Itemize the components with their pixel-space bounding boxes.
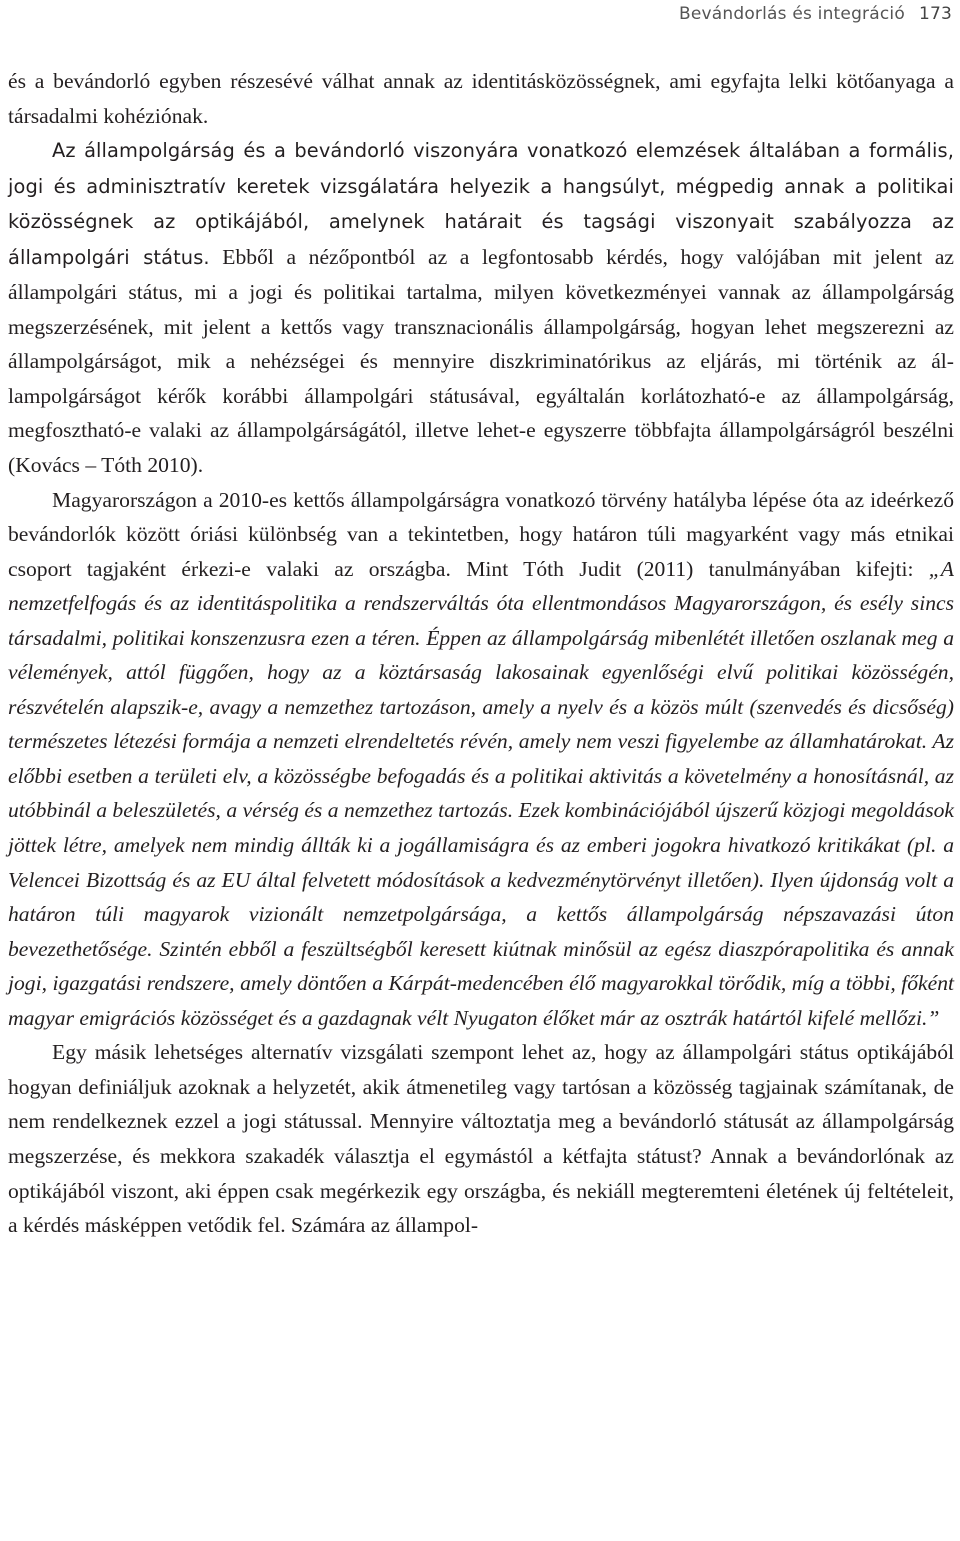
paragraph-4: Egy másik lehetséges alternatív vizsgálati szempont lehet az, hogy az állampolgári státus optikájából hogyan definiáljuk azoknak a helyzetét, akik átmenetileg vagy tartósan a közösség tagjainak számítanak, de nem rendelkeznek ezzel a jogi státussal. Mennyire változtatja meg a bevándorló státusát az állampolgárság megszerzése, és mekkora szakadék választja el egymástól a kétfajta státust? Annak a bevándorlónak az optikájából viszont, aki éppen csak megérkezik egy országba, és nekiáll megteremteni életének új feltételeit, a kérdés másképpen vetődik fel. Számára az állampol- xyxy=(8,1040,954,1238)
paragraph-3-lead: Magyarországon a 2010-es kettős állampolgárságra vonatkozó törvény hatályba lépése óta az ideérkező bevándorlók között óriási különbség van a tekintetben, hogy határon túli magyarként vagy más etnikai csoport tagjaként érkezi-e valaki az országba. Mint Tóth Judit (2011) tanulmányában kifejti: xyxy=(8,487,954,581)
paragraph-2-serif-part: Ebből a nézőpontból az a legfontosabb kérdés, hogy valójában mit jelent az állampolgári státus, mi a jogi és politikai tartalma, milyen következményei vannak az állampolgárság megszerzésének, mit jelent a kettős vagy transznacionális állampolgárság, hogyan lehet megszerezni az állampolgárságot, mik a nehézségei és mennyire diszkriminatórikus az eljárás, mi történik az állampolgárságot kérők korábbi állampolgári státusával, egyáltalán korlátozható-e az állampolgárság, megfosztható-e valaki az állampolgárságától, illetve lehet-e egyszerre többfajta állampolgárságról beszélni (Kovács – Tóth 2010). xyxy=(8,244,954,478)
paragraph-2-sans-part: Az állampolgárság és a bevándorló viszonyára vonatkozó elemzések általában a formális, jogi és adminisztratív keretek vizsgálatára helyezik a hangsúlyt, mégpedig annak a politikai közösségnek az optikájából, amelynek határait és tagsági viszonyait szabályozza az állampolgári státus. xyxy=(8,139,954,269)
running-title: Bevándorlás és integráció xyxy=(678,4,905,24)
block-quotation: „A nemzetfelfogás és az identitáspolitika a rendszerváltás óta ellentmondásos Magyarországon, és esély sincs társadalmi, politikai konszenzusra ezen a téren. Éppen az állampolgárság mibenlétét illetően oszlanak meg a vélemények, attól függően, hogy az a köztársaság lakosainak egyenlőségi elvű politikai közösségén, részvételén alapszik-e, avagy a nemzethez tartozáson, amely a nyelv és a közös múlt (szenvedés és dicsőség) természetes létezési formája a nemzeti elrendeltetés révén, amely nem veszi figyelembe az államhatárokat. Az előbbi esetben a területi elv, a közösségbe befogadás és a politikai aktivitás a követelmény a honosításnál, az utóbbinál a beleszületés, a vérség és a nemzethez tartozás. Ezek kombinációjából újszerű közjogi megoldások jöttek létre, amelyek nem mindig állták ki a jogállamiságra és az emberi jogokra hivatkozó kritikákat (pl. a Velencei Bizottság és az EU által felvetett módosítások a kedvezménytörvényt illetően). Ilyen újdonság volt a határon túli magyarok vizionált nemzetpolgársága, a kettős állampolgárság népszavazási úton bevezethetősége. Szintén ebből a feszültségből keresett kiútnak minősül az egész diaszpórapolitika és annak jogi, igazgatási rendszere, amely döntően a Kárpát-medencében élő magyarokkal törődik, míg a többi, főként magyar emigrációs közösséget és a gazdagnak vélt Nyugaton élőket már az osztrák határtól kifelé mellőzi.” xyxy=(8,556,954,1030)
page-number: 173 xyxy=(918,4,952,24)
paragraph-3 xyxy=(8,483,954,1036)
running-header xyxy=(679,4,952,24)
paragraph-2 xyxy=(8,133,954,482)
body-text xyxy=(8,64,954,1243)
paragraph-1: és a bevándorló egyben részesévé válhat annak az identitásközösségnek, ami egyfajta lelki kötőanyaga a társadalmi kohéziónak. xyxy=(8,69,954,128)
